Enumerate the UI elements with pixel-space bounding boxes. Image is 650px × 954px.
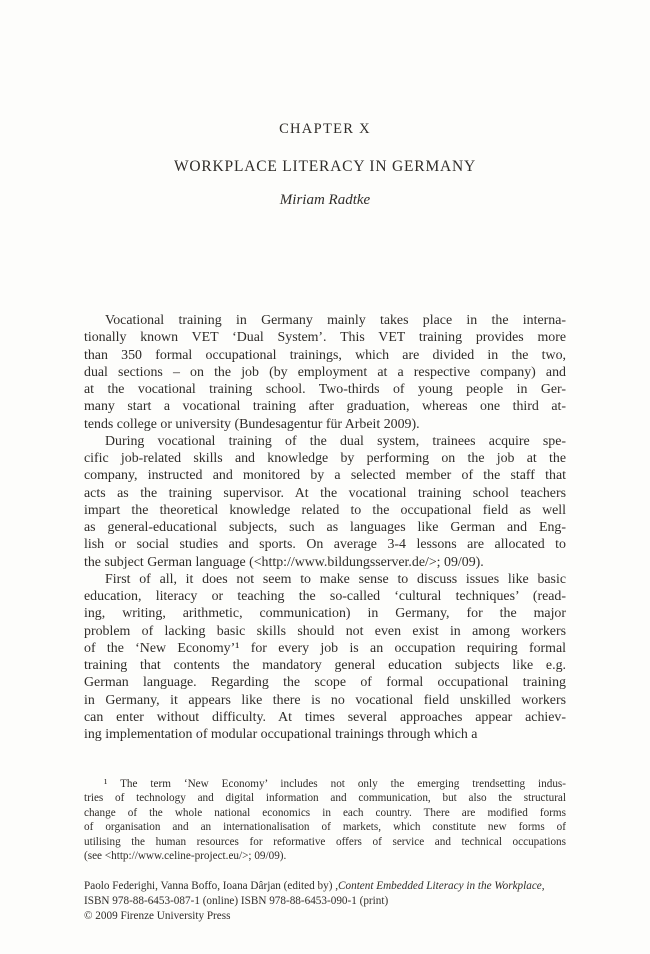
text-line: training that contents the mandatory general education subjects like e.g.	[84, 658, 566, 673]
text-line: lish or social studies and sports. On average 3-4 lessons are allocated to	[84, 537, 566, 553]
text-line: tries of technology and digital information and communication, but also the structural	[84, 792, 566, 805]
paragraph-3	[84, 571, 566, 744]
text-line: dual sections – on the job (by employment at a respective company) and	[84, 364, 566, 380]
text-line: ing implementation of modular occupational trainings through which a	[84, 727, 478, 742]
paragraph-1	[84, 312, 566, 433]
footer-copyright-line: © 2009 Firenze University Press	[84, 910, 231, 923]
text-line: Vocational training in Germany mainly takes place in the interna-	[105, 313, 566, 328]
text-line: of the ‘New Economy’¹ for every job is an occupation requiring formal	[84, 640, 566, 656]
text-line: ing, writing, arithmetic, communication) in Germany, for the major	[84, 606, 566, 622]
footer-editors: Paolo Federighi, Vanna Boffo, Ioana Dârjan (edited by) ,	[84, 880, 339, 892]
body-text	[84, 312, 566, 743]
paragraph-2	[84, 433, 566, 571]
text-line: tends college or university (Bundesagentur für Arbeit 2009).	[84, 416, 420, 432]
text-line: change of the whole national economics in each country. There are modified forms	[84, 806, 566, 819]
text-line: (see <http://www.celine-project.eu/>; 09/09).	[84, 850, 287, 863]
text-line: During vocational training of the dual system, trainees acquire spe-	[105, 433, 566, 449]
chapter-number: CHAPTER X	[279, 121, 371, 137]
text-line: impart the theoretical knowledge related to the occupational field as well	[84, 502, 566, 518]
footer-editors-line	[84, 879, 566, 894]
text-line: problem of lacking basic skills should not even exist in among workers	[84, 623, 566, 639]
text-line: of organisation and an internationalisation of markets, which constitute new forms of	[84, 821, 566, 834]
text-line: cific job-related skills and knowledge by performing on the job at the	[84, 451, 566, 466]
text-line: as general-educational subjects, such as languages like German and Eng-	[84, 520, 566, 535]
text-line: can enter without difficulty. At times several approaches appear achiev-	[84, 709, 566, 725]
text-line: ¹ The term ‘New Economy’ includes not only the emerging trendsetting indus-	[104, 778, 566, 790]
text-line: in Germany, it appears like there is no vocational field unskilled workers	[84, 692, 566, 708]
chapter-title: WORKPLACE LITERACY IN GERMANY	[173, 158, 477, 175]
footer-book-title: Content Embedded Literacy in the Workplace,	[338, 880, 545, 892]
text-line: than 350 formal occupational trainings, which are divided in the two,	[84, 347, 566, 363]
text-line: German language. Regarding the scope of formal occupational training	[84, 675, 566, 691]
footnote	[84, 777, 566, 863]
chapter-author: Miriam Radtke	[279, 192, 371, 208]
text-line: many start a vocational training after graduation, whereas one third at-	[84, 399, 566, 415]
publication-footer	[84, 879, 566, 925]
text-line: education, literacy or teaching the so-called ‘cultural techniques’ (read-	[84, 589, 566, 604]
text-line: the subject German language (<http://www.bildungsserver.de/>; 09/09).	[84, 554, 484, 570]
text-line: company, instructed and monitored by a selected member of the staff that	[84, 468, 566, 484]
footer-isbn-line: ISBN 978-88-6453-087-1 (online) ISBN 978-88-6453-090-1 (print)	[84, 895, 389, 908]
text-line: tionally known VET ‘Dual System’. This VET training provides more	[84, 330, 566, 346]
text-line: acts as the training supervisor. At the vocational training school teachers	[84, 485, 566, 501]
text-line: at the vocational training school. Two-thirds of young people in Ger-	[84, 382, 566, 397]
text-line: utilising the human resources for reformative offers of service and technical occupations	[84, 835, 566, 848]
text-line: First of all, it does not seem to make sense to discuss issues like basic	[105, 571, 566, 587]
